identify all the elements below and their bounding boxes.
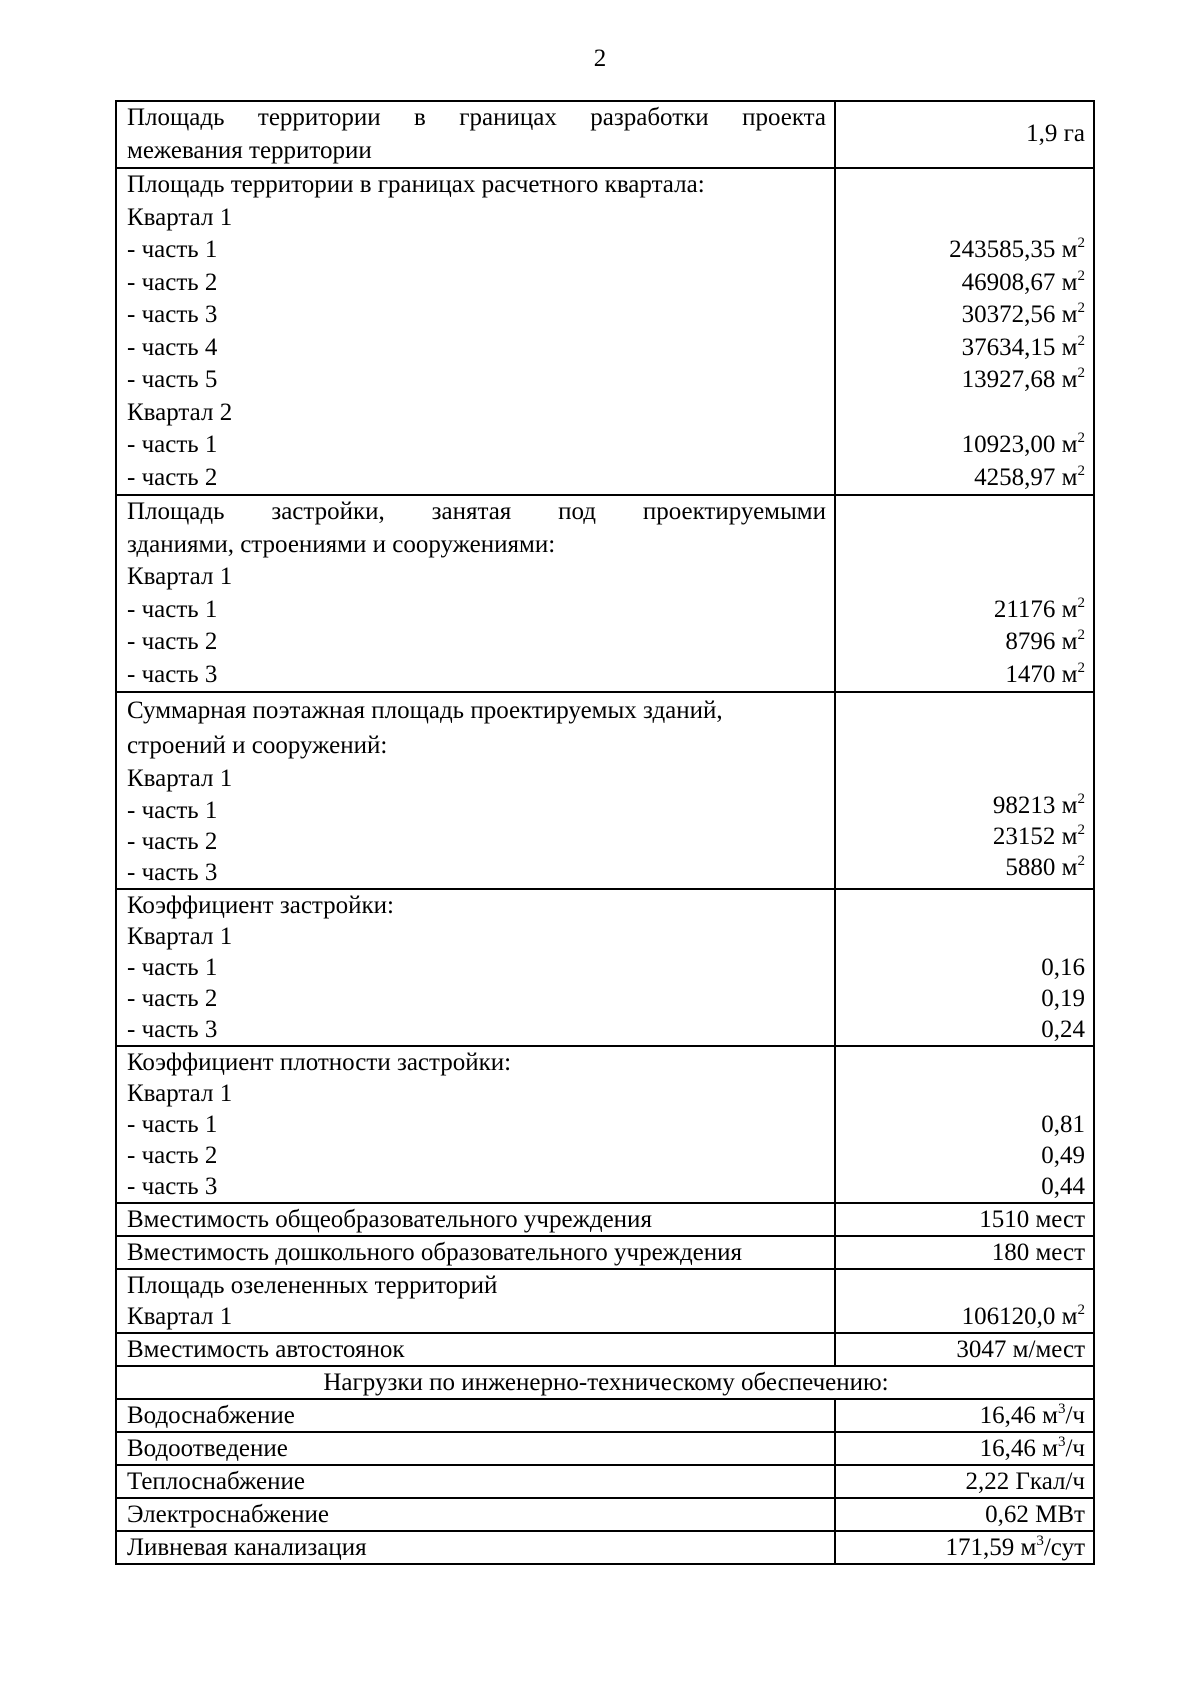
section-heading-cell — [116, 1366, 1094, 1399]
label-cell — [116, 1269, 835, 1333]
value-cell — [835, 1432, 1094, 1465]
part-value: 4258,97 $м^2$ — [974, 462, 1085, 491]
table-row — [116, 101, 1094, 168]
row-label: Вместимость общеобразовательного учреждения — [127, 1206, 652, 1233]
part-label: - часть 2 — [127, 628, 218, 655]
row-value: 3047 м/мест — [956, 1336, 1085, 1363]
label-cell — [116, 1046, 835, 1203]
row-label: Площадь территории в границах разработки проекта — [127, 104, 826, 131]
row-heading: Площадь озелененных территорий — [127, 1272, 498, 1299]
part-label: - часть 5 — [127, 366, 218, 393]
label-cell — [116, 101, 835, 168]
part-label: - часть 1 — [127, 1111, 218, 1138]
label-cell — [116, 168, 835, 495]
value-cell — [835, 495, 1094, 692]
utility-label: Электроснабжение — [127, 1501, 329, 1528]
part-label: - часть 3 — [127, 859, 218, 886]
part-value: 5880 $м^2$ — [1005, 853, 1085, 881]
part-label: - часть 3 — [127, 660, 218, 688]
utility-label: Водоотведение — [127, 1435, 288, 1462]
part-value: 37634,15 $м^2$ — [961, 332, 1085, 361]
part-label: - часть 2 — [127, 985, 218, 1012]
utility-label: Водоснабжение — [127, 1402, 295, 1429]
value-cell — [835, 1465, 1094, 1498]
table-row — [116, 1203, 1094, 1236]
label-cell — [116, 1531, 835, 1564]
page-number: 2 — [593, 45, 607, 72]
label-cell — [116, 1432, 835, 1465]
row-value: 1,9 га — [1026, 120, 1085, 148]
value-cell — [835, 168, 1094, 495]
value-cell — [835, 101, 1094, 168]
part-value: 0,44 — [1041, 1173, 1085, 1200]
label-cell — [116, 1333, 835, 1366]
part-label: - часть 1 — [127, 954, 218, 981]
part-value: 21176 $м^2$ — [993, 594, 1085, 623]
part-value: 13927,68 $м^2$ — [961, 365, 1085, 393]
part-label: - часть 4 — [127, 333, 218, 361]
part-value: 46908,67 $м^2$ — [961, 267, 1085, 296]
row-value: 106120,0 $м^2$ — [961, 1302, 1085, 1330]
table-row — [116, 1269, 1094, 1333]
part-value: 1470 $м^2$ — [1005, 659, 1085, 688]
section-heading: Нагрузки по инженерно-техническому обеспечению: — [323, 1369, 889, 1396]
row-value: 1510 мест — [979, 1206, 1085, 1233]
part-value: 0,49 — [1041, 1142, 1085, 1169]
table-row — [116, 1498, 1094, 1531]
row-label: Вместимость автостоянок — [127, 1336, 405, 1363]
table-row — [116, 889, 1094, 1046]
quarter-label: Квартал 1 — [127, 203, 233, 231]
utility-label: Теплоснабжение — [127, 1468, 305, 1495]
label-cell — [116, 692, 835, 889]
utility-value: 16,46 $м^3/ч$ — [979, 1401, 1085, 1429]
part-label: - часть 1 — [127, 797, 218, 824]
part-value: 243585,35 $м^2$ — [949, 235, 1085, 263]
quarter-label: Квартал 2 — [127, 398, 233, 426]
quarter-label: Квартал 1 — [127, 1303, 233, 1330]
part-value: 0,16 — [1041, 954, 1085, 981]
row-label: межевания территории — [127, 136, 372, 164]
row-heading: Суммарная поэтажная площадь проектируемых зданий, — [127, 697, 723, 724]
part-value: 98213 $м^2$ — [992, 791, 1085, 819]
label-cell — [116, 1498, 835, 1531]
label-cell — [116, 1399, 835, 1432]
quarter-label: Квартал 1 — [127, 923, 233, 950]
label-cell — [116, 889, 835, 1046]
part-value: 30372,56 $м^2$ — [961, 300, 1085, 328]
utility-label: Ливневая канализация — [127, 1534, 367, 1561]
part-value: 0,19 — [1041, 985, 1085, 1012]
label-cell — [116, 1465, 835, 1498]
quarter-label: Квартал 1 — [127, 563, 233, 590]
table-row — [116, 1046, 1094, 1203]
part-label: - часть 3 — [127, 301, 218, 328]
row-heading: зданиями, строениями и сооружениями: — [127, 530, 556, 558]
part-value: 23152 $м^2$ — [992, 822, 1085, 850]
table-row — [116, 1399, 1094, 1432]
value-cell — [835, 1333, 1094, 1366]
part-label: - часть 3 — [127, 1016, 218, 1043]
table-row — [116, 495, 1094, 692]
part-value: 0,81 — [1041, 1111, 1085, 1138]
table-row — [116, 692, 1094, 889]
part-label: - часть 2 — [127, 1142, 218, 1169]
part-label: - часть 1 — [127, 431, 218, 458]
table-row — [116, 1333, 1094, 1366]
part-label: - часть 2 — [127, 268, 218, 296]
value-cell — [835, 1269, 1094, 1333]
value-cell — [835, 1203, 1094, 1236]
part-label: - часть 2 — [127, 828, 218, 855]
part-value: 10923,00 $м^2$ — [961, 430, 1085, 458]
quarter-label: Квартал 1 — [127, 1080, 233, 1107]
value-cell — [835, 1399, 1094, 1432]
part-label: - часть 3 — [127, 1173, 218, 1200]
row-heading: Коэффициент застройки: — [127, 892, 395, 919]
value-cell — [835, 692, 1094, 889]
label-cell — [116, 495, 835, 692]
table-row — [116, 1465, 1094, 1498]
table-row — [116, 168, 1094, 495]
part-value: 0,24 — [1041, 1016, 1085, 1043]
part-value: 8796 $м^2$ — [1005, 627, 1085, 655]
utility-value: 0,62 МВт — [985, 1501, 1085, 1528]
part-label: - часть 1 — [127, 236, 218, 263]
row-heading: Площадь застройки, занятая под проектируемыми — [127, 498, 826, 525]
label-cell — [116, 1203, 835, 1236]
table-row — [116, 1366, 1094, 1399]
row-label: Вместимость дошкольного образовательного учреждения — [127, 1239, 743, 1266]
value-cell — [835, 889, 1094, 1046]
table-row — [116, 1432, 1094, 1465]
row-heading: Площадь территории в границах расчетного квартала: — [127, 171, 705, 198]
row-heading: Коэффициент плотности застройки: — [127, 1049, 512, 1076]
part-label: - часть 1 — [127, 595, 218, 623]
table-row — [116, 1531, 1094, 1564]
value-cell — [835, 1531, 1094, 1564]
utility-value: 16,46 $м^3/ч$ — [979, 1434, 1085, 1462]
quarter-label: Квартал 1 — [127, 765, 233, 792]
value-cell — [835, 1236, 1094, 1269]
part-label: - часть 2 — [127, 463, 218, 491]
table-row — [116, 1236, 1094, 1269]
row-heading: строений и сооружений: — [127, 732, 388, 759]
row-value: 180 мест — [991, 1239, 1085, 1266]
parameters-table — [115, 100, 1095, 1565]
utility-value: 171,59 $м^3$/сут — [945, 1533, 1085, 1561]
utility-value: 2,22 Гкал/ч — [965, 1468, 1085, 1495]
label-cell — [116, 1236, 835, 1269]
value-cell — [835, 1498, 1094, 1531]
value-cell — [835, 1046, 1094, 1203]
